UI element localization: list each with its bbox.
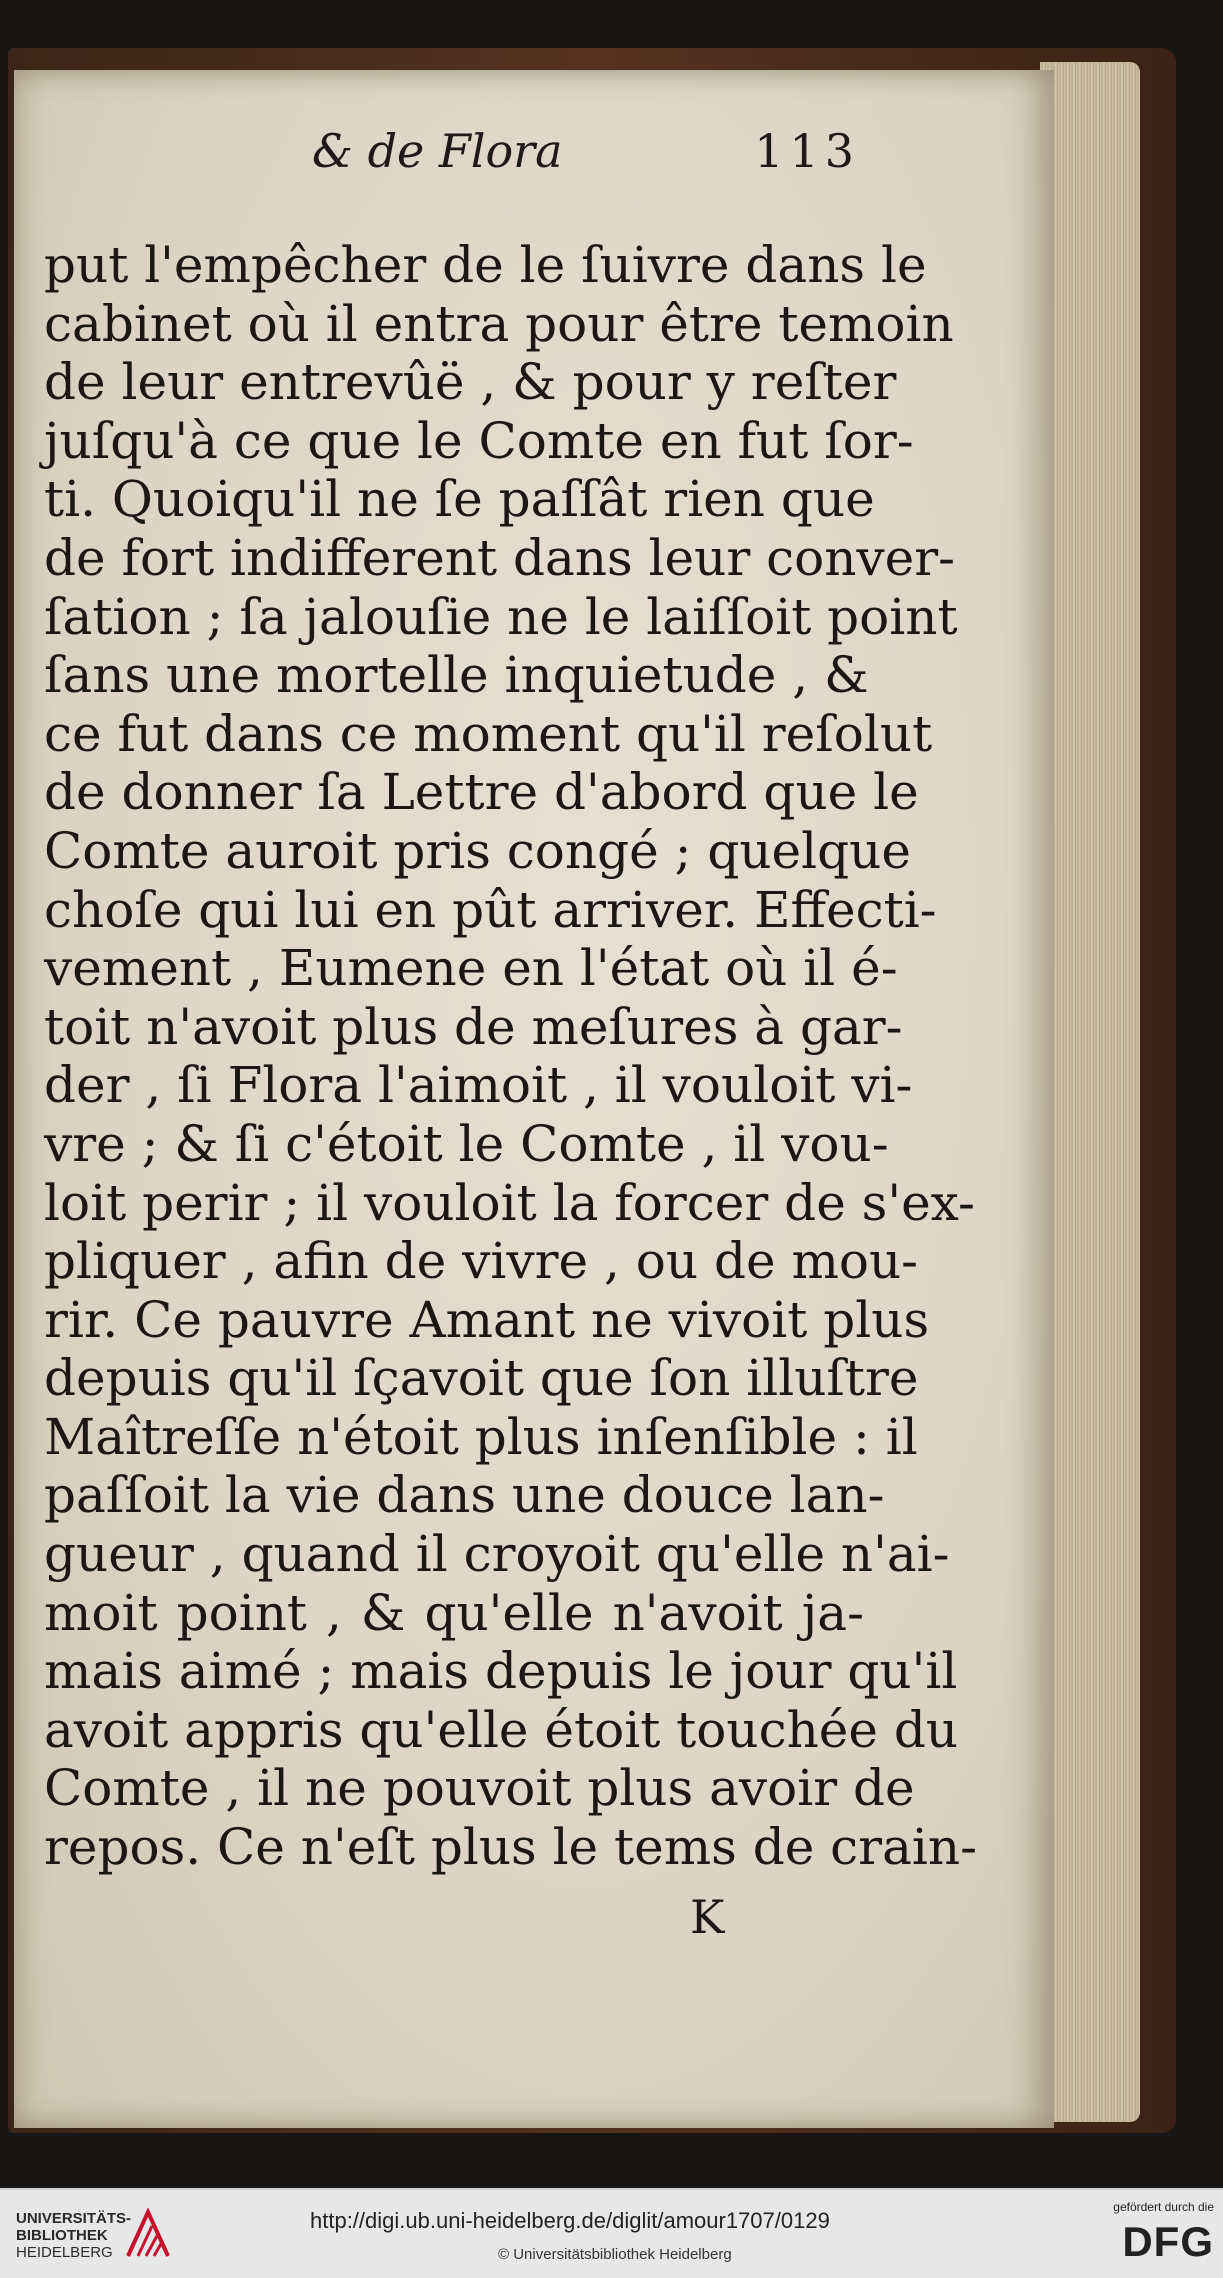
text-line: der , ſi Flora l'aimoit , il vouloit vi- bbox=[44, 1056, 913, 1115]
library-logo-icon bbox=[124, 2208, 172, 2260]
dfg-logo[interactable] bbox=[1090, 2200, 1214, 2270]
text-line: moit point , & qu'elle n'avoit ja- bbox=[44, 1583, 864, 1642]
text-line: de fort indifferent dans leur conver- bbox=[44, 528, 956, 587]
page-body-text bbox=[44, 236, 977, 1877]
header-title: & de Flora bbox=[312, 124, 563, 178]
text-line: Comte , il ne pouvoit plus avoir de bbox=[44, 1759, 915, 1818]
running-header bbox=[300, 118, 860, 238]
text-line: juſqu'à ce que le Comte en fut ſor- bbox=[44, 411, 914, 470]
text-line: Maîtreſſe n'étoit plus inſenſible : il bbox=[44, 1407, 918, 1466]
text-line: toit n'avoit plus de meſures à gar- bbox=[44, 997, 903, 1056]
signature-mark: K bbox=[690, 1890, 725, 1944]
text-line: choſe qui lui en pût arriver. Effecti- bbox=[44, 880, 937, 939]
text-line: ti. Quoiqu'il ne ſe paſſât rien que bbox=[44, 470, 875, 529]
logo-line-2: BIBLIOTHEK bbox=[16, 2227, 108, 2244]
text-line: depuis qu'il ſçavoit que ſon illuſtre bbox=[44, 1349, 919, 1408]
text-line: loit perir ; il vouloit la forcer de s'ex- bbox=[44, 1173, 975, 1232]
text-line: paſſoit la vie dans une douce lan- bbox=[44, 1466, 885, 1525]
page-edges bbox=[1040, 62, 1140, 2122]
text-line: mais aimé ; mais depuis le jour qu'il bbox=[44, 1642, 958, 1701]
text-line: put l'empêcher de le ſuivre dans le bbox=[44, 236, 927, 294]
funded-by-label: gefördert durch die bbox=[1113, 2200, 1214, 2214]
logo-line-1: UNIVERSITÄTS- bbox=[16, 2210, 132, 2227]
logo-line-3: HEIDELBERG bbox=[16, 2244, 113, 2261]
text-line: ſans une mortelle inquietude , & bbox=[44, 646, 869, 705]
text-line: Comte auroit pris congé ; quelque bbox=[44, 821, 911, 880]
text-line: de donner ſa Lettre d'abord que le bbox=[44, 763, 919, 822]
text-line: repos. Ce n'eſt plus le tems de crain- bbox=[44, 1818, 977, 1877]
text-line: pliquer , afin de vivre , ou de mou- bbox=[44, 1232, 919, 1291]
viewer-footer bbox=[0, 2188, 1223, 2278]
permalink-url[interactable]: http://digi.ub.uni-heidelberg.de/diglit/amour1707/0129 bbox=[310, 2208, 830, 2233]
text-line: ſation ; ſa jalouſie ne le laiſſoit point bbox=[44, 587, 958, 646]
text-line: ce fut dans ce moment qu'il reſolut bbox=[44, 704, 933, 763]
text-line: vre ; & ſi c'étoit le Comte , il vou- bbox=[44, 1114, 889, 1173]
text-line: vement , Eumene en l'état où il é- bbox=[44, 939, 898, 998]
dfg-wordmark: DFG bbox=[1122, 2218, 1214, 2265]
text-line: rir. Ce pauvre Amant ne vivoit plus bbox=[44, 1290, 930, 1349]
copyright-notice: © Universitätsbibliothek Heidelberg bbox=[498, 2246, 732, 2263]
text-line: de leur entrevûë , & pour y reſter bbox=[44, 353, 897, 412]
text-line: avoit appris qu'elle étoit touchée du bbox=[44, 1700, 959, 1759]
page-number: 113 bbox=[754, 124, 860, 178]
text-line: cabinet où il entra pour être temoin bbox=[44, 294, 954, 353]
text-line: gueur , quand il croyoit qu'elle n'ai- bbox=[44, 1525, 950, 1584]
